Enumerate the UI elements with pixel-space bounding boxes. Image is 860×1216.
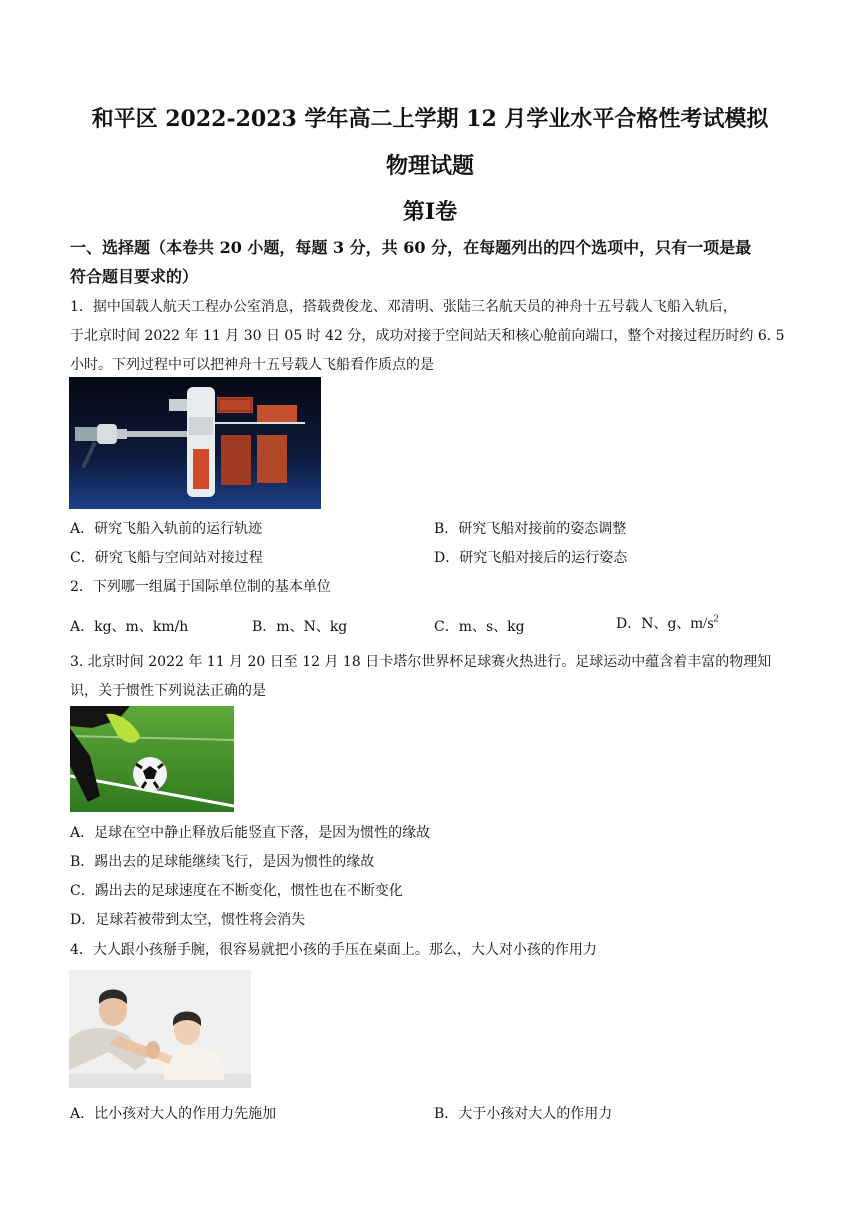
space-station-image bbox=[69, 377, 321, 509]
football-illustration bbox=[70, 706, 234, 812]
q1-text-line1: 1．据中国载人航天工程办公室消息，搭载费俊龙、邓清明、张陆三名航天员的神舟十五号载人飞船入轨后， bbox=[70, 299, 737, 315]
q3-option-a: A．足球在空中静止释放后能竖直下落，是因为惯性的缘故 bbox=[70, 825, 431, 841]
q2-option-b: B．m、N、kg bbox=[252, 619, 348, 635]
q4-option-a: A．比小孩对大人的作用力先施加 bbox=[70, 1106, 277, 1122]
page-subtitle: 物理试题 bbox=[385, 153, 474, 179]
q4-option-b: B．大于小孩对大人的作用力 bbox=[434, 1106, 613, 1122]
football-image bbox=[70, 706, 234, 812]
q2-option-d-unit-exp: 2 bbox=[713, 613, 719, 625]
arm-wrestling-illustration bbox=[69, 970, 251, 1088]
space-station-illustration bbox=[69, 377, 321, 509]
q3-option-c: C．踢出去的足球速度在不断变化，惯性也在不断变化 bbox=[70, 883, 403, 899]
q3-option-d: D．足球若被带到太空，惯性将会消失 bbox=[70, 912, 306, 928]
q1-text-line3: 小时。下列过程中可以把神舟十五号载人飞船看作质点的是 bbox=[70, 357, 434, 373]
page-title: 和平区 2022-2023 学年高二上学期 12 月学业水平合格性考试模拟 bbox=[91, 106, 769, 132]
q1-option-c: C．研究飞船与空间站对接过程 bbox=[70, 550, 263, 566]
q1-option-a: A．研究飞船入轨前的运行轨迹 bbox=[70, 521, 263, 537]
q4-text: 4．大人跟小孩掰手腕，很容易就把小孩的手压在桌面上。那么，大人对小孩的作用力 bbox=[70, 942, 597, 958]
q2-option-d-prefix: D．N、g、 bbox=[616, 616, 691, 632]
q3-option-b: B．踢出去的足球能继续飞行，是因为惯性的缘故 bbox=[70, 854, 375, 870]
q2-text: 2．下列哪一组属于国际单位制的基本单位 bbox=[70, 579, 331, 595]
section-heading-line1: 一、选择题（本卷共 20 小题，每题 3 分，共 60 分，在每题列出的四个选项中，只有一项是最 bbox=[70, 238, 752, 257]
volume-heading: 第Ⅰ卷 bbox=[402, 199, 458, 225]
q3-text-line2: 识，关于惯性下列说法正确的是 bbox=[70, 683, 266, 699]
arm-wrestling-image bbox=[69, 970, 251, 1088]
q2-option-d-unit bbox=[690, 615, 718, 632]
q1-text-line2: 于北京时间 2022 年 11 月 30 日 05 时 42 分，成功对接于空间站天和核心舱前向端口，整个对接过程历时约 6. 5 bbox=[70, 328, 785, 344]
q1-option-b: B．研究飞船对接前的姿态调整 bbox=[434, 521, 627, 537]
q2-option-a: A．kg、m、km/h bbox=[70, 619, 189, 635]
q2-option-d bbox=[616, 613, 719, 633]
q2-option-c: C．m、s、kg bbox=[434, 619, 525, 635]
q2-option-d-unit-base: m/s bbox=[690, 615, 714, 632]
q1-option-d: D．研究飞船对接后的运行姿态 bbox=[434, 550, 628, 566]
section-heading-line2: 符合题目要求的） bbox=[70, 267, 199, 286]
q3-text-line1: 3. 北京时间 2022 年 11 月 20 日至 12 月 18 日卡塔尔世界杯足球赛火热进行。足球运动中蕴含着丰富的物理知 bbox=[70, 654, 772, 670]
football-icon bbox=[133, 757, 167, 791]
